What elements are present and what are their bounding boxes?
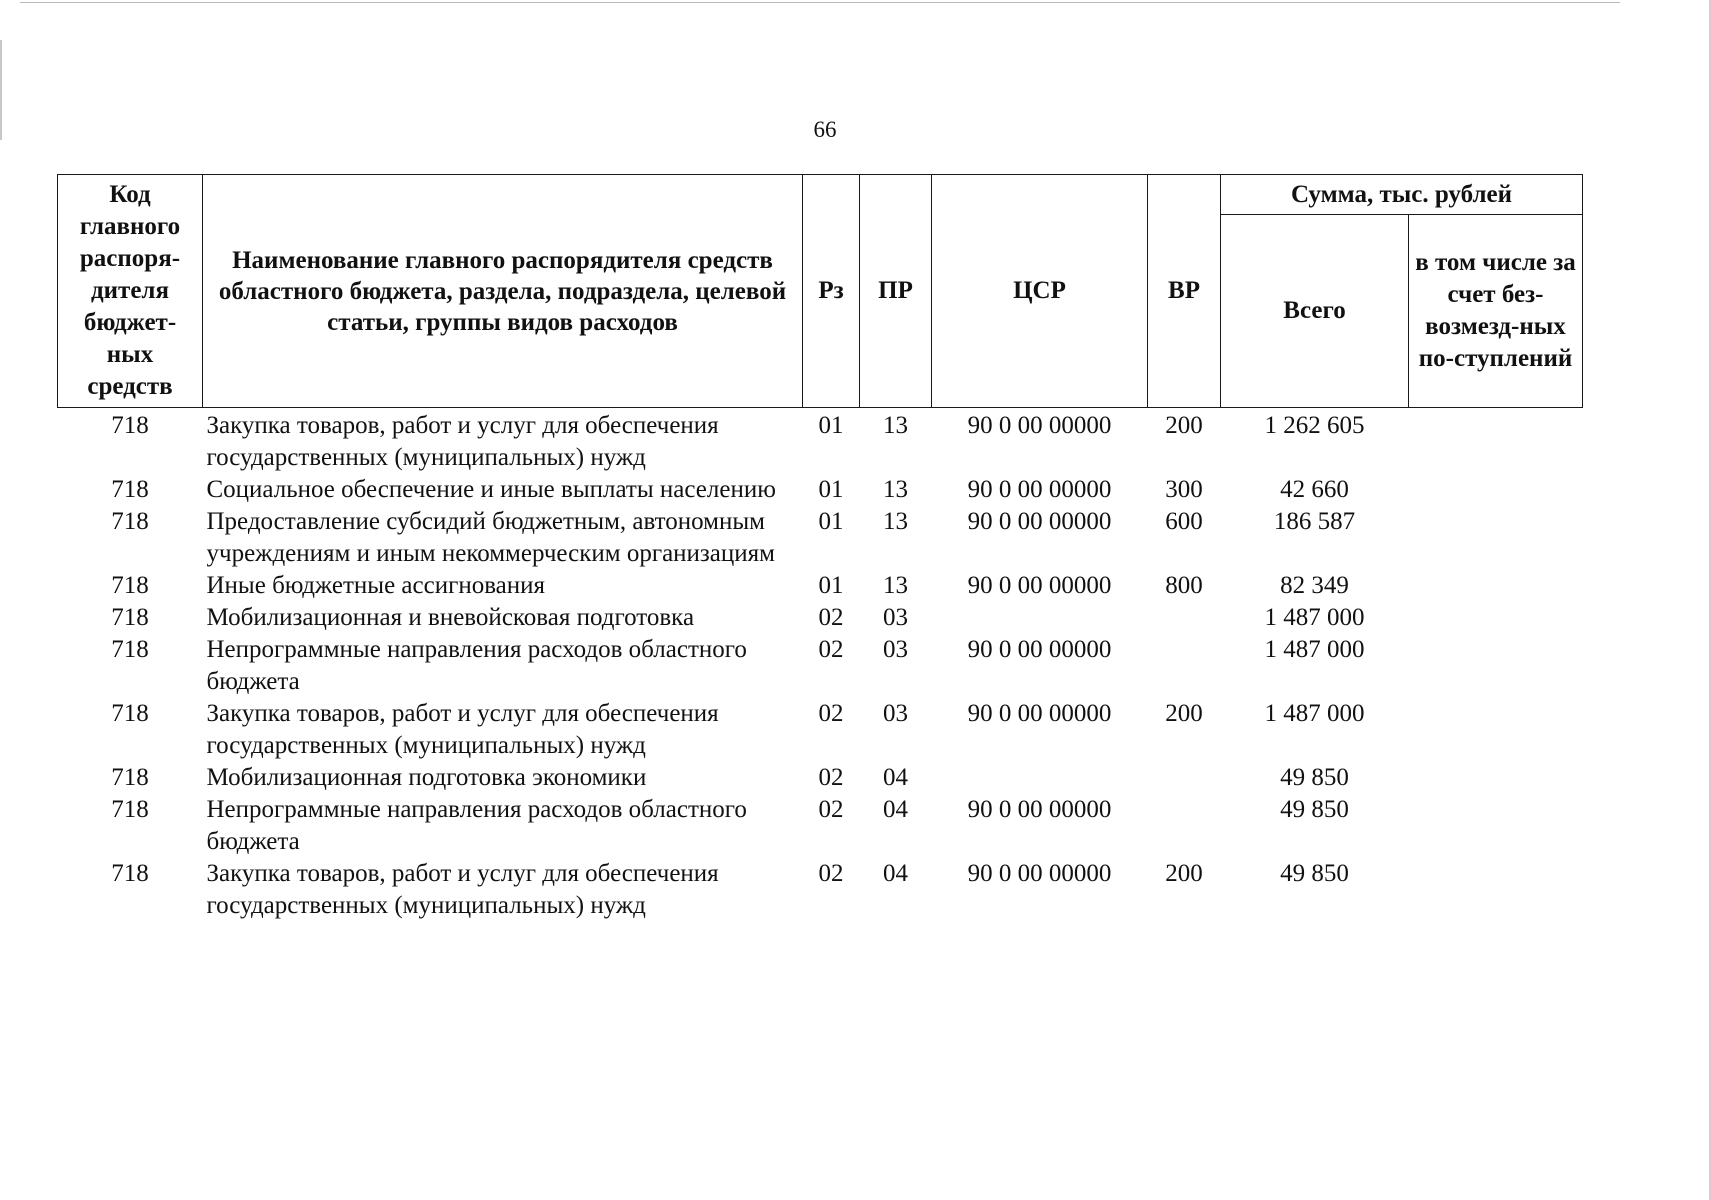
- row-free-receipts: [1409, 410, 1583, 474]
- row-vr: [1148, 634, 1221, 698]
- page-number: 66: [813, 117, 837, 142]
- table-row: [58, 794, 1583, 858]
- header-name: Наименование главного распорядителя средств областного бюджета, раздела, подраздела, целевой статьи, группы видов расходов: [203, 175, 803, 408]
- row-free-receipts: [1409, 762, 1583, 794]
- row-vr: 200: [1165, 860, 1203, 887]
- row-name: Мобилизационная подготовка экономики: [206, 764, 647, 791]
- header-code: Код главного распоря-дителя бюджет-ных средств: [58, 175, 203, 408]
- header-sum-group: Сумма, тыс. рублей: [1221, 175, 1583, 215]
- row-rz: 01: [818, 476, 844, 503]
- row-name: Закупка товаров, работ и услуг для обеспечения государственных (муниципальных) нужд: [206, 860, 719, 919]
- row-rz: 02: [818, 604, 844, 631]
- row-total: 82 349: [1280, 572, 1349, 599]
- row-free-receipts: [1409, 634, 1583, 698]
- budget-table: [57, 174, 1583, 922]
- row-name: Непрограммные направления расходов областного бюджета: [206, 796, 747, 855]
- table-row: [58, 762, 1583, 794]
- row-csr: 90 0 00 00000: [967, 476, 1112, 503]
- row-rz: 02: [818, 636, 844, 663]
- row-free-receipts: [1409, 858, 1583, 922]
- row-free-receipts: [1409, 698, 1583, 762]
- row-pr: 13: [883, 572, 908, 599]
- table-row: [58, 570, 1583, 602]
- table-row: [58, 410, 1583, 474]
- table-row: [58, 602, 1583, 634]
- row-total: 1 262 605: [1264, 412, 1365, 439]
- row-total: 186 587: [1273, 508, 1356, 535]
- row-pr: 03: [883, 636, 908, 663]
- row-free-receipts: [1409, 506, 1583, 570]
- row-rz: 02: [818, 860, 844, 887]
- table-body: [58, 408, 1583, 923]
- row-pr: 03: [883, 700, 908, 727]
- row-csr: 90 0 00 00000: [967, 572, 1112, 599]
- row-csr: [932, 762, 1148, 794]
- header-pr: ПР: [860, 175, 932, 408]
- row-pr: 04: [883, 796, 908, 823]
- row-vr: [1148, 762, 1221, 794]
- scan-artifact-top-line: [20, 2, 1620, 3]
- row-free-receipts: [1409, 474, 1583, 506]
- header-total: Всего: [1221, 215, 1409, 408]
- row-csr: 90 0 00 00000: [967, 412, 1112, 439]
- row-free-receipts: [1409, 570, 1583, 602]
- table-row: [58, 634, 1583, 698]
- row-csr: 90 0 00 00000: [967, 860, 1112, 887]
- header-vr: ВР: [1148, 175, 1221, 408]
- row-free-receipts: [1409, 602, 1583, 634]
- row-total: 49 850: [1280, 764, 1349, 791]
- row-code: 718: [111, 700, 149, 727]
- row-name: Закупка товаров, работ и услуг для обеспечения государственных (муниципальных) нужд: [206, 700, 719, 759]
- row-name: Предоставление субсидий бюджетным, автономным учреждениям и иным некоммерческим организациям: [206, 508, 775, 567]
- row-code: 718: [111, 860, 149, 887]
- header-free-receipts: в том числе за счет без-возмезд-ных по-ступлений: [1409, 215, 1583, 408]
- row-vr: [1148, 794, 1221, 858]
- row-code: 718: [111, 572, 149, 599]
- row-rz: 02: [818, 764, 844, 791]
- row-rz: 01: [818, 572, 844, 599]
- row-name: Мобилизационная и вневойсковая подготовка: [206, 604, 695, 631]
- table-row: [58, 858, 1583, 922]
- row-total: 1 487 000: [1264, 604, 1365, 631]
- row-csr: 90 0 00 00000: [967, 700, 1112, 727]
- header-csr: ЦСР: [932, 175, 1148, 408]
- row-code: 718: [111, 636, 149, 663]
- row-vr: 300: [1165, 476, 1203, 503]
- row-code: 718: [111, 604, 149, 631]
- row-vr: 200: [1165, 412, 1203, 439]
- row-pr: 04: [883, 764, 908, 791]
- row-csr: 90 0 00 00000: [967, 508, 1112, 535]
- row-rz: 01: [818, 508, 844, 535]
- row-vr: [1148, 602, 1221, 634]
- row-pr: 13: [883, 508, 908, 535]
- row-total: 42 660: [1280, 476, 1349, 503]
- row-pr: 13: [883, 412, 908, 439]
- row-rz: 01: [818, 412, 844, 439]
- row-pr: 04: [883, 860, 908, 887]
- row-pr: 13: [883, 476, 908, 503]
- row-total: 1 487 000: [1264, 636, 1365, 663]
- header-rz: Рз: [803, 175, 860, 408]
- row-rz: 02: [818, 796, 844, 823]
- row-csr: [932, 602, 1148, 634]
- table-row: [58, 506, 1583, 570]
- row-name: Иные бюджетные ассигнования: [206, 572, 546, 599]
- row-vr: 800: [1165, 572, 1203, 599]
- row-csr: 90 0 00 00000: [967, 636, 1112, 663]
- row-total: 49 850: [1280, 860, 1349, 887]
- row-name: Непрограммные направления расходов областного бюджета: [206, 636, 747, 695]
- row-total: 49 850: [1280, 796, 1349, 823]
- row-csr: 90 0 00 00000: [967, 796, 1112, 823]
- row-rz: 02: [818, 700, 844, 727]
- row-pr: 03: [883, 604, 908, 631]
- row-vr: 200: [1165, 700, 1203, 727]
- row-name: Социальное обеспечение и иные выплаты населению: [206, 476, 776, 503]
- row-code: 718: [111, 764, 149, 791]
- row-code: 718: [111, 476, 149, 503]
- table-row: [58, 474, 1583, 506]
- row-code: 718: [111, 508, 149, 535]
- row-vr: 600: [1165, 508, 1203, 535]
- row-code: 718: [111, 412, 149, 439]
- table-row: [58, 698, 1583, 762]
- row-total: 1 487 000: [1264, 700, 1365, 727]
- row-free-receipts: [1409, 794, 1583, 858]
- row-code: 718: [111, 796, 149, 823]
- row-name: Закупка товаров, работ и услуг для обеспечения государственных (муниципальных) нужд: [206, 412, 719, 471]
- table-header: [58, 175, 1583, 408]
